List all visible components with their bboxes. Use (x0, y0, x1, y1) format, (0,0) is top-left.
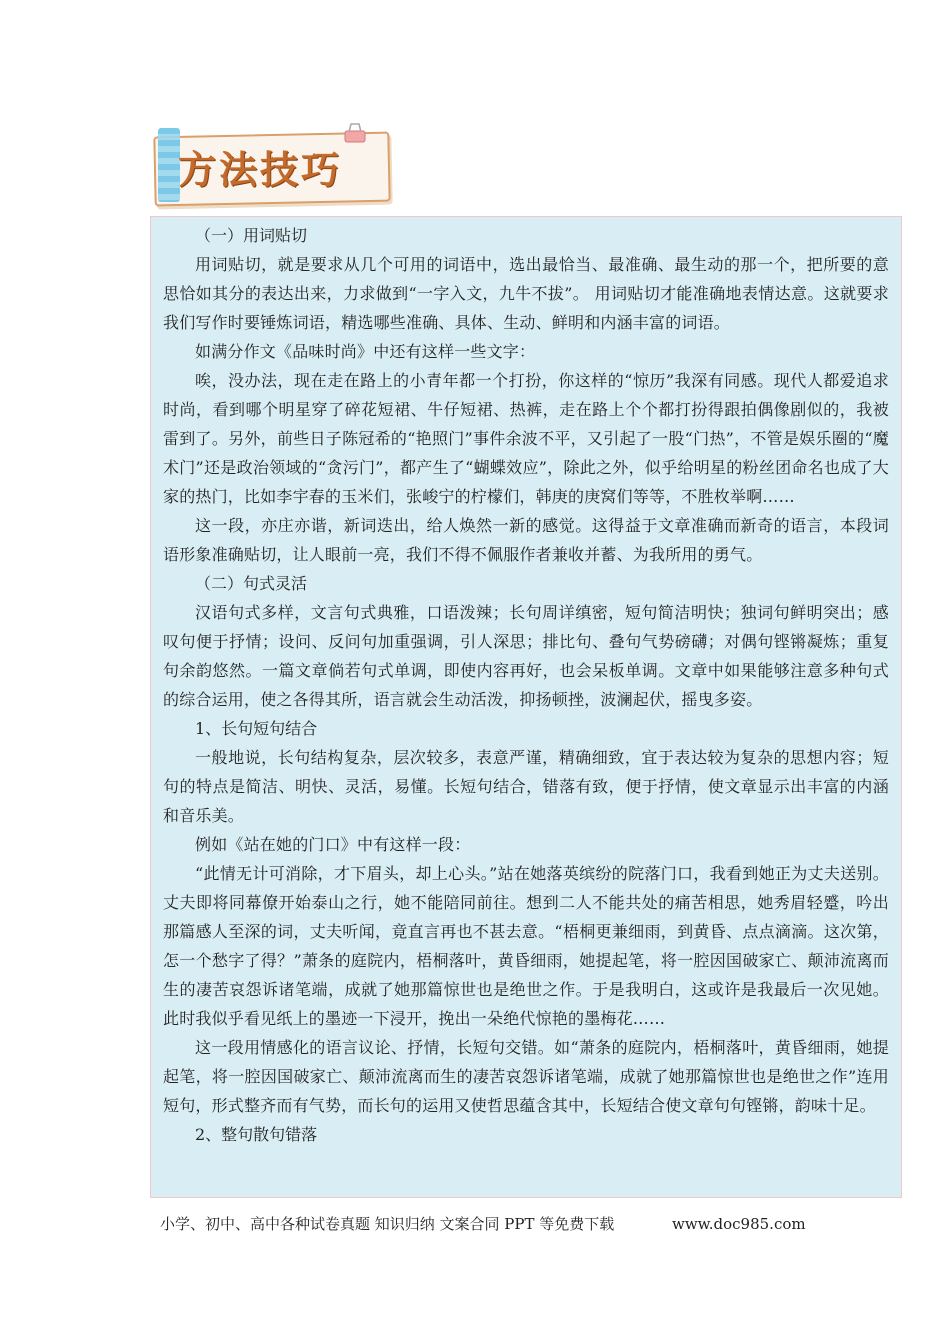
paragraph: 这一段用情感化的语言议论、抒情，长短句交错。如“萧条的庭院内，梧桐落叶，黄昏细雨，她提起笔，将一腔因国破家亡、颠沛流离而生的凄苦哀怨诉诸笔端，成就了她那篇惊世也是绝世之作”连用短句，形式整齐而有气势，而长句的运用又使哲思蕴含其中，长短结合使文章句句铿锵，韵味十足。 (163, 1038, 889, 1115)
paragraph: 例如《站在她的门口》中有这样一段： (195, 835, 471, 854)
washi-tape-decoration (158, 128, 180, 202)
banner-title: 方法技巧 (178, 148, 343, 192)
quoted-excerpt: “此情无计可消除，才下眉头，却上心头。”站在她落英缤纷的院落门口，我看到她正为丈夫送别。丈夫即将同幕僚开始泰山之行，她不能陪同前往。想到二人不能共处的痛苦相思，她秀眉轻蹙，吟出那篇感人至深的词，丈夫听闻，竟直言再也不甚去意。“梧桐更兼细雨，到黄昏、点点滴滴。这次第，怎一个愁字了得？”萧条的庭院内，梧桐落叶，黄昏细雨，她提起笔，将一腔因国破家亡、颠沛流离而生的凄苦哀怨诉诸笔端，成就了她那篇惊世也是绝世之作。于是我明白，这或许是我最后一次见她。此时我似乎看见纸上的墨迹一下浸开，挽出一朵绝代惊艳的墨梅花…… (163, 864, 889, 1028)
paragraph: 汉语句式多样，文言句式典雅，口语泼辣；长句周详缜密，短句简洁明快；独词句鲜明突出；感叹句便于抒情；设问、反问句加重强调，引人深思；排比句、叠句气势磅礴；对偶句铿锵凝炼；重复句余韵悠然。一篇文章倘若句式单调，即使内容再好，也会呆板单调。文章中如果能够注意多种句式的综合运用，使之各得其所，语言就会生动活泼，抑扬顿挫，波澜起伏，摇曳多姿。 (163, 603, 889, 709)
section-banner (150, 122, 390, 204)
article-content (150, 216, 902, 1198)
section-heading: （二）句式灵活 (195, 574, 308, 593)
subsection-heading: 1、长句短句结合 (195, 719, 318, 738)
subsection-heading: 2、整句散句错落 (195, 1125, 318, 1144)
section-heading: （一）用词贴切 (195, 226, 308, 245)
footer-text: 小学、初中、高中各种试卷真题 知识归纳 文案合同 PPT 等免费下载 (160, 1215, 615, 1233)
paragraph: 一般地说，长句结构复杂，层次较多，表意严谨，精确细致，宜于表达较为复杂的思想内容；短句的特点是简洁、明快、灵活，易懂。长短句结合，错落有致，便于抒情，使文章显示出丰富的内涵和音乐美。 (163, 748, 889, 825)
paragraph: 用词贴切，就是要求从几个可用的词语中，选出最恰当、最准确、最生动的那一个，把所要的意思恰如其分的表达出来，力求做到“一字入文，九牛不拔”。 用词贴切才能准确地表情达意。这就要求我们写作时要锤炼词语，精选哪些准确、具体、生动、鲜明和内涵丰富的词语。 (163, 255, 889, 332)
page-footer (160, 1212, 860, 1236)
paragraph: 如满分作文《品味时尚》中还有这样一些文字： (195, 342, 536, 361)
binder-clip-icon (342, 122, 368, 144)
quoted-excerpt: 唉，没办法，现在走在路上的小青年都一个打扮，你这样的“惊历”我深有同感。现代人都爱追求时尚，看到哪个明星穿了碎花短裙、牛仔短裙、热裤，走在路上个个都打扮得跟拍偶像剧似的，我被雷到了。另外，前些日子陈冠希的“艳照门”事件余波不平，又引起了一股“门热”，不管是娱乐圈的“魔术门”还是政治领域的“贪污门”，都产生了“蝴蝶效应”，除此之外，似乎给明星的粉丝团命名也成了大家的热门，比如李宇春的玉米们，张峻宁的柠檬们，韩庚的庚窝们等等，不胜枚举啊…… (163, 371, 889, 506)
footer-url[interactable]: www.doc985.com (672, 1215, 806, 1233)
paragraph: 这一段，亦庄亦谐，新词迭出，给人焕然一新的感觉。这得益于文章准确而新奇的语言，本段词语形象准确贴切，让人眼前一亮，我们不得不佩服作者兼收并蓄、为我所用的勇气。 (163, 516, 889, 564)
